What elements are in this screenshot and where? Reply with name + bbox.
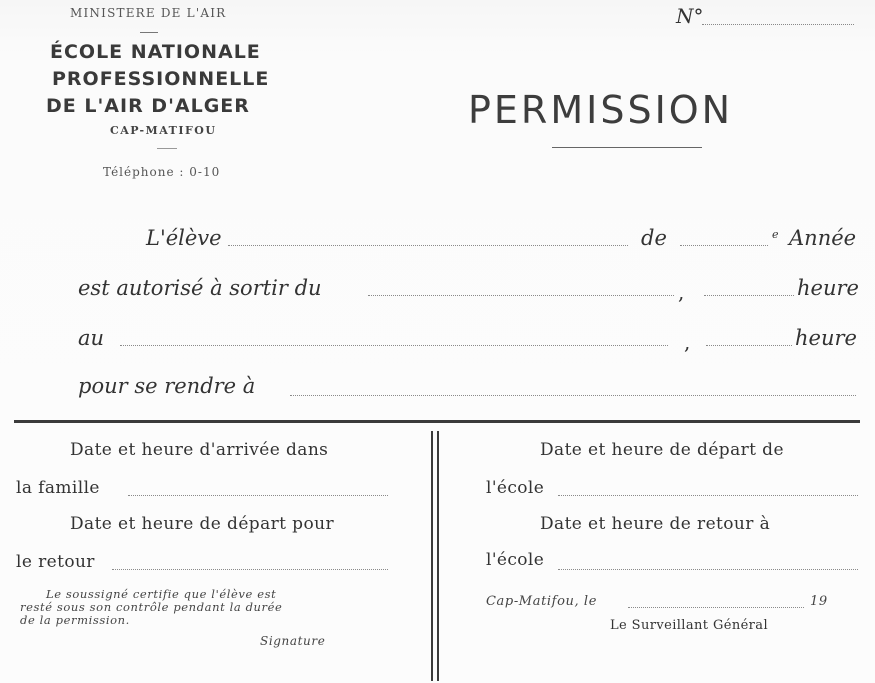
exit-hour-label: heure [797,276,859,300]
school-departure-label: Date et heure de départ de [540,440,784,460]
family-label: la famille [16,478,100,498]
school-return-label: Date et heure de retour à [540,514,771,534]
place-date-label: Cap-Matifou, le [486,594,597,609]
ministry-divider [140,32,158,33]
column-divider-right [437,431,439,681]
location-divider [157,148,177,149]
family-arrival-label: Date et heure d'arrivée dans [70,440,329,460]
column-divider-left [431,431,433,681]
authorized-label: est autorisé à sortir du [78,276,322,300]
student-name-field[interactable] [228,244,628,246]
school-departure-field[interactable] [558,494,858,496]
year-label: Année [789,226,857,250]
year-prefix: 19 [810,594,828,609]
school-name-line-2: PROFESSIONNELLE [52,68,270,90]
return-hour-label: heure [795,326,857,350]
destination-label: pour se rendre à [78,374,256,398]
school-name-line-1: ÉCOLE NATIONALE [50,41,261,63]
school-name-line-3: DE L'AIR D'ALGER [46,95,250,117]
return-departure-label: Date et heure de départ pour [70,514,334,534]
number-label: N° [676,4,704,28]
exit-hour-field[interactable] [704,294,794,296]
school-location: CAP-MATIFOU [110,124,217,137]
signature-label: Signature [260,634,326,648]
year-number-field[interactable] [680,244,768,246]
certification-line-3: de la permission. [20,613,130,627]
school-return-field[interactable] [558,568,858,570]
signature-date-field[interactable] [628,606,804,608]
certification-line-1: Le soussigné certifie que l'élève est [46,587,277,601]
comma-separator-2: , [684,330,691,354]
document-title: PERMISSION [468,88,734,132]
return-departure-field[interactable] [112,568,388,570]
family-arrival-field[interactable] [128,494,388,496]
number-field[interactable] [702,24,854,25]
school-label: l'école [486,478,545,498]
of-label: de [641,226,667,250]
certification-line-2: resté sous son contrôle pendant la durée [20,600,283,614]
until-label: au [78,326,105,350]
supervisor-label: Le Surveillant Général [610,618,769,633]
exit-date-field[interactable] [368,294,674,296]
return-hour-field[interactable] [706,344,792,346]
student-label: L'élève [146,226,222,250]
year-superscript: e [772,228,779,241]
destination-field[interactable] [290,394,856,396]
telephone-number: Téléphone : 0-10 [103,165,221,179]
return-label: le retour [16,552,95,572]
comma-separator: , [678,280,685,304]
title-underline [552,147,702,148]
school-label-2: l'école [486,550,545,570]
return-date-field[interactable] [120,344,668,346]
ministry-name: MINISTERE DE L'AIR [70,6,227,20]
section-divider [14,420,860,423]
